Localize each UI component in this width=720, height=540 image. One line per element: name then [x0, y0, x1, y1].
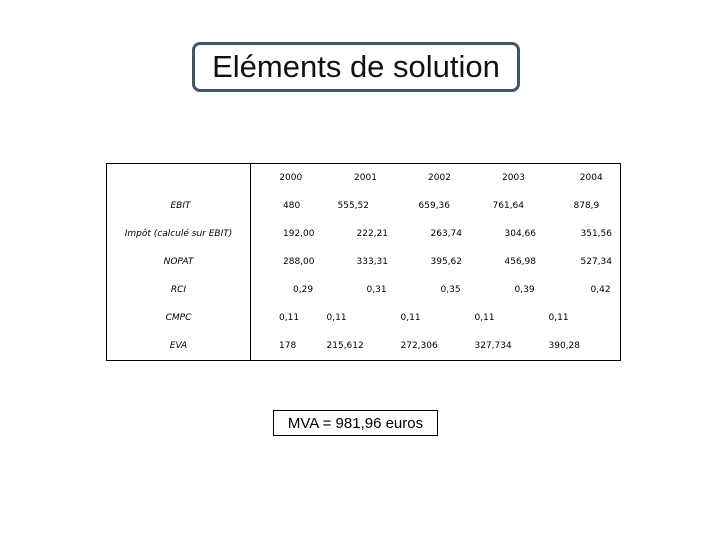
table-cell: 333,31: [356, 257, 388, 267]
row-label: NOPAT: [107, 248, 251, 276]
table-cell: 304,66: [504, 229, 536, 239]
table-cell: 351,56: [547, 220, 621, 248]
row-label: EBIT: [107, 192, 251, 220]
table-cell: 0,42: [547, 276, 621, 304]
year-header: 2004: [547, 164, 621, 193]
table-row-rci: [107, 276, 621, 304]
mva-result-text: MVA = 981,96 euros: [287, 414, 424, 432]
row-label: Impôt (calculé sur EBIT): [107, 220, 251, 248]
mva-result-box: [273, 410, 438, 436]
row-label: CMPC: [107, 304, 251, 332]
table-cell: 395,62: [430, 257, 462, 267]
year-header: 2002: [399, 164, 473, 193]
table-cell: 555,52: [337, 201, 369, 211]
table-cell: 0,11: [474, 313, 495, 323]
slide-title-text: Eléments de solution: [212, 49, 500, 84]
table-cell: 0,29: [293, 285, 314, 295]
table-cell: 0,11: [326, 313, 347, 323]
table-row-eva: [107, 332, 621, 361]
table-row-impot: [107, 220, 621, 248]
table-cell: 272,306: [399, 332, 473, 361]
table-cell: 178: [251, 332, 325, 361]
table-cell: 390,28: [547, 332, 621, 361]
year-header: 2003: [473, 164, 547, 193]
year-header: 2000: [251, 164, 325, 193]
year-header: 2001: [325, 164, 399, 193]
slide-title: [192, 42, 520, 92]
table-cell: 192,00: [283, 229, 315, 239]
table-cell: 222,21: [356, 229, 388, 239]
table-cell: 0,39: [514, 285, 535, 295]
table-cell: 0,11: [400, 313, 421, 323]
table-row-nopat: [107, 248, 621, 276]
table-cell: 761,64: [492, 201, 524, 211]
table-cell: 215,612: [325, 332, 399, 361]
row-label: EVA: [107, 332, 251, 361]
table-cell: 288,00: [283, 257, 315, 267]
corner-cell: [107, 164, 251, 193]
table-cell: 878,9: [547, 192, 621, 220]
table-cell: 327,734: [473, 332, 547, 361]
table-cell: 480: [283, 201, 301, 211]
table-cell: 0,11: [547, 304, 621, 332]
table-row-ebit: [107, 192, 621, 220]
solution-table: [106, 163, 621, 361]
table-cell: 456,98: [504, 257, 536, 267]
table-cell: 527,34: [547, 248, 621, 276]
table-cell: 0,31: [366, 285, 387, 295]
table-row-cmpc: [107, 304, 621, 332]
table-cell: 0,35: [440, 285, 461, 295]
row-label: RCI: [107, 276, 251, 304]
table-cell: 659,36: [418, 201, 450, 211]
table-cell: 263,74: [430, 229, 462, 239]
header-row: [107, 164, 621, 193]
table-cell: 0,11: [279, 313, 300, 323]
